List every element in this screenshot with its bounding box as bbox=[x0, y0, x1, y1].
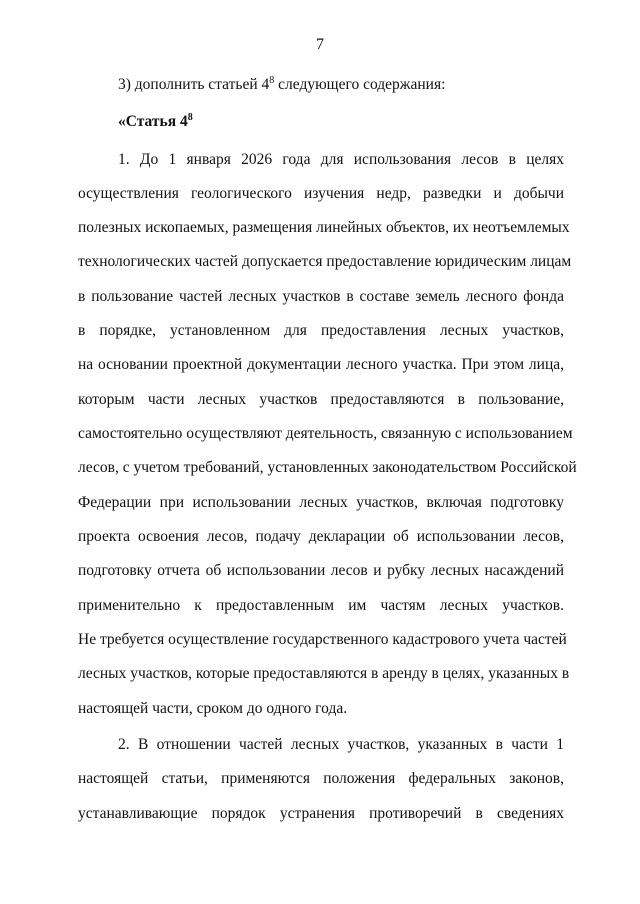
paragraph2-line: устанавливающие порядок устранения противоречий в сведениях bbox=[78, 805, 564, 822]
paragraph1-line: лесных участков, которые предоставляются в аренду в целях, указанных в bbox=[78, 665, 570, 682]
intro-text-after: следующего содержания: bbox=[274, 76, 446, 93]
paragraph1-line: самостоятельно осуществляют деятельность, связанную с использованием bbox=[78, 425, 573, 442]
amendment-intro bbox=[118, 75, 564, 95]
paragraph1-line: в пользование частей лесных участков в составе земель лесного фонда bbox=[78, 288, 564, 305]
paragraph1-line: 1. До 1 января 2026 года для использования лесов в целях bbox=[118, 151, 564, 168]
article-title-superscript: 8 bbox=[187, 111, 193, 123]
article-title bbox=[118, 112, 564, 132]
paragraph1-line: Не требуется осуществление государственного кадастрового учета частей bbox=[78, 631, 567, 648]
paragraph1-line: лесов, с учетом требований, установленных законодательством Российской bbox=[78, 459, 577, 476]
paragraph2-line: настоящей статьи, применяются положения федеральных законов, bbox=[78, 770, 564, 787]
paragraph2-line: 2. В отношении частей лесных участков, указанных в части 1 bbox=[118, 736, 564, 753]
paragraph1-line: полезных ископаемых, размещения линейных объектов, их неотъемлемых bbox=[78, 219, 570, 236]
paragraph1-line: применительно к предоставленным им частям лесных участков. bbox=[78, 597, 564, 614]
paragraph1-line: технологических частей допускается предоставление юридическим лицам bbox=[78, 253, 572, 270]
paragraph1-line: Федерации при использовании лесных участков, включая подготовку bbox=[78, 494, 564, 511]
paragraph1-line-last: настоящей части, сроком до одного года. bbox=[78, 700, 348, 717]
paragraph1-line: подготовку отчета об использовании лесов и рубку лесных насаждений bbox=[78, 562, 564, 579]
page-number: 7 bbox=[316, 36, 324, 53]
article-title-prefix: «Статья 4 bbox=[118, 113, 188, 130]
intro-text-before: 3) дополнить статьей 4 bbox=[118, 76, 270, 93]
paragraph1-line: на основании проектной документации лесного участка. При этом лица, bbox=[78, 356, 564, 373]
paragraph1-line: проекта освоения лесов, подачу декларации об использовании лесов, bbox=[78, 528, 564, 545]
paragraph1-line: осуществления геологического изучения недр, разведки и добычи bbox=[78, 185, 564, 202]
intro-superscript: 8 bbox=[269, 74, 275, 86]
paragraph1-line: в порядке, установленном для предоставления лесных участков, bbox=[78, 322, 564, 339]
paragraph1-line: которым части лесных участков предоставляются в пользование, bbox=[78, 391, 564, 408]
